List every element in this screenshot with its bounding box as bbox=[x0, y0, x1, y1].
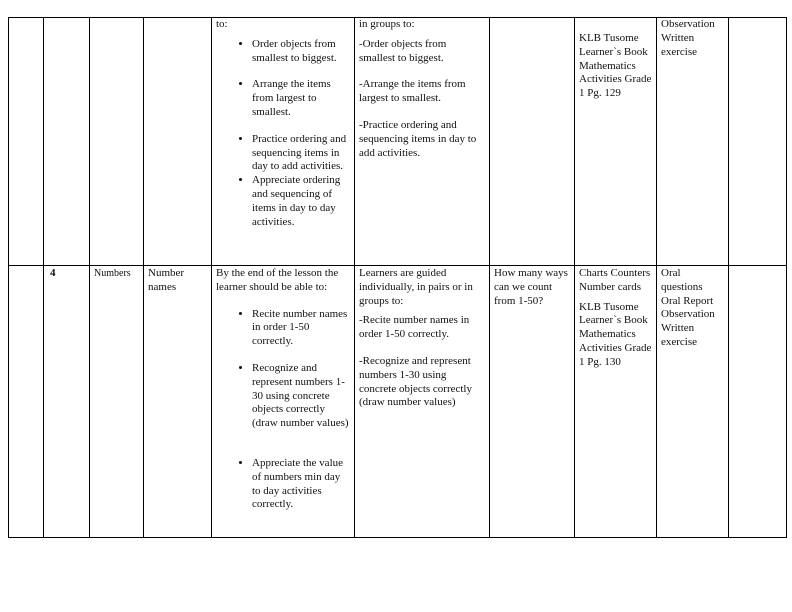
resources-cell bbox=[575, 266, 657, 538]
outcome-item: • Arrange the items from largest to smallest. bbox=[252, 78, 350, 119]
outcome-item: • Appreciate the value of numbers min day to day activities correctly. bbox=[252, 457, 350, 512]
outcomes-intro: By the end of the lesson the learner should be able to: bbox=[216, 267, 339, 293]
strand-cell: Numbers bbox=[90, 266, 144, 538]
scheme-of-work-table bbox=[8, 17, 787, 538]
experiences-intro: Learners are guided individually, in pairs or in groups to: bbox=[359, 267, 473, 307]
resources-top: Charts Counters Number cards bbox=[579, 267, 651, 293]
experience-item: -Recite number names in order 1-50 correctly. bbox=[359, 314, 470, 341]
experience-item: -Recognize and represent numbers 1-30 using concrete objects correctly (draw number values) bbox=[359, 354, 472, 409]
outcome-item: • Practice ordering and sequencing items in day to add activities. bbox=[252, 133, 350, 174]
week-cell: 4 bbox=[44, 266, 90, 538]
experience-item: -Practice ordering and sequencing items in day to add activities. bbox=[359, 118, 477, 159]
outcome-item: • Appreciate ordering and sequencing of items in day to day activities. bbox=[252, 174, 350, 229]
sub-strand-cell bbox=[144, 18, 212, 266]
experiences-intro: in groups to: bbox=[359, 18, 415, 30]
outcome-item: • Order objects from smallest to biggest. bbox=[252, 38, 350, 66]
sub-strand-cell: Number names bbox=[144, 266, 212, 538]
outcome-item: • Recite number names in order 1-50 correctly. bbox=[252, 308, 350, 349]
resources-text: KLB Tusome Learner`s Book Mathematics Activities Grade 1 Pg. 130 bbox=[579, 300, 652, 368]
table-row bbox=[9, 18, 787, 266]
assessment-cell: Observation Written exercise bbox=[657, 18, 729, 266]
lesson-cell bbox=[9, 18, 44, 266]
remarks-cell bbox=[729, 266, 787, 538]
resources-cell bbox=[575, 18, 657, 266]
experience-item: -Arrange the items from largest to smallest. bbox=[359, 78, 466, 105]
learning-experiences-cell bbox=[355, 266, 490, 538]
outcome-item: • Recognize and represent numbers 1-30 using concrete objects correctly (draw number values) bbox=[252, 362, 350, 431]
strand-cell bbox=[90, 18, 144, 266]
learning-outcomes-cell bbox=[212, 18, 355, 266]
outcomes-intro: to: bbox=[216, 18, 228, 30]
learning-outcomes-cell bbox=[212, 266, 355, 538]
remarks-cell bbox=[729, 18, 787, 266]
experience-item: -Order objects from smallest to biggest. bbox=[359, 37, 447, 64]
key-inquiry-cell bbox=[490, 18, 575, 266]
assessment-cell: Oral questions Oral Report Observation Written exercise bbox=[657, 266, 729, 538]
lesson-cell bbox=[9, 266, 44, 538]
table-row bbox=[9, 266, 787, 538]
learning-experiences-cell bbox=[355, 18, 490, 266]
resources-top bbox=[579, 18, 652, 32]
resources-text: KLB Tusome Learner`s Book Mathematics Activities Grade 1 Pg. 129 bbox=[579, 32, 652, 100]
week-cell bbox=[44, 18, 90, 266]
key-inquiry-cell: How many ways can we count from 1-50? bbox=[490, 266, 575, 538]
